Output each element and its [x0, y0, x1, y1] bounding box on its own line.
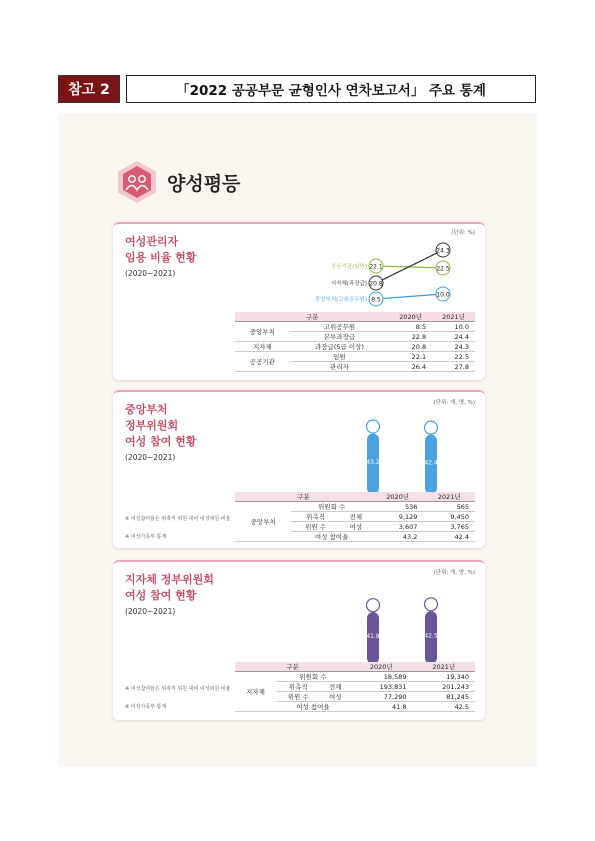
card2-person-icon	[425, 421, 438, 434]
legend-public: 공공기관(임원)	[330, 264, 367, 270]
card3-title-line1: 지자체 정부위원회	[125, 573, 214, 586]
label-local-2021: 24.3	[436, 247, 450, 255]
card2-note2: ※ 여성가족부 통계	[125, 534, 167, 540]
card2-th-category: 구분	[235, 492, 372, 502]
card2-title-line2: 정부위원회	[125, 419, 179, 432]
card2-title-line1: 중앙부처	[125, 403, 168, 416]
table-row: 본부과장급 22.8 24.4	[235, 332, 475, 342]
female-manager-card	[113, 222, 485, 380]
card2-person-icon	[367, 420, 380, 433]
section-title: 양성평등	[167, 172, 241, 195]
card1-title-line2: 임용 비율 현황	[125, 251, 197, 264]
header-title: 「2022 공공부문 균형인사 연차보고서」 주요 통계	[126, 75, 536, 103]
label-central-2020: 8.5	[371, 296, 381, 304]
card3-th-2020: 2020년	[350, 662, 412, 672]
card3-bar-label: 41.8	[366, 633, 380, 641]
central-committee-card	[113, 390, 485, 548]
page-header	[58, 75, 536, 103]
card2-title-line3: 여성 참여 현황	[125, 435, 197, 448]
card2-bar-label: 42.4	[424, 459, 438, 467]
card1-line-chart	[293, 232, 473, 312]
card3-title-line2: 여성 참여 현황	[125, 589, 197, 602]
card3-person-icon	[425, 598, 438, 611]
card1-title-line1: 여성관리자	[125, 235, 179, 248]
table-row: 위원 수 여성 77,290 81,245	[235, 692, 475, 702]
card2-table	[235, 492, 475, 542]
table-row: 위촉직 전체 9,129 9,450	[235, 512, 475, 522]
card2-th-2021: 2021년	[423, 492, 475, 502]
legend-local: 지자체(과장급)	[330, 281, 367, 287]
table-row: 지자체 위원회 수 18,589 19,340	[235, 672, 475, 682]
card3-unit: (단위: 개, 명, %)	[433, 570, 475, 576]
card2-th-2020: 2020년	[372, 492, 424, 502]
label-central-2021: 10.0	[436, 291, 450, 299]
local-committee-card	[113, 560, 485, 720]
card3-period: (2020~2021)	[125, 607, 176, 616]
card1-unit: (단위: %)	[451, 230, 475, 236]
label-public-2020: 22.1	[369, 263, 383, 271]
card2-bar-label: 43.2	[366, 458, 380, 466]
table-row: 중앙부처 위원회 수 536 565	[235, 502, 475, 512]
card3-th-2021: 2021년	[413, 662, 475, 672]
table-row: 위촉직 전체 193,831 201,243	[235, 682, 475, 692]
card1-period: (2020~2021)	[125, 269, 176, 278]
card2-unit: (단위: 개, 명, %)	[433, 400, 475, 406]
table-row: 지자체 과장급(5급 이상) 20.8 24.3	[235, 342, 475, 352]
card3-table	[235, 662, 475, 712]
reference-tag: 참고 2	[58, 75, 120, 103]
card3-note2: ※ 여성가족부 통계	[125, 704, 167, 710]
card3-group: 지자체	[235, 672, 276, 712]
table-row: 관리자 26.4 27.8	[235, 362, 475, 372]
table-row: 여성 참여율 41.8 42.5	[235, 702, 475, 712]
card2-note1: ※ 여성참여율은 위촉직 위원 대비 여성위원 비율	[125, 516, 231, 522]
card3-bar-chart	[353, 582, 453, 664]
card2-group: 중앙부처	[235, 502, 291, 542]
legend-central: 중앙부처(고위공무원)	[314, 297, 367, 303]
section-hero	[115, 160, 240, 204]
label-local-2020: 20.8	[369, 280, 383, 288]
card3-note1: ※ 여성참여율은 위촉직 위원 대비 여성위원 비율	[125, 686, 231, 692]
series-central-line	[376, 294, 443, 299]
card3-bar-label: 42.5	[424, 632, 438, 640]
table-row: 중앙부처 고위공무원 8.5 10.0	[235, 322, 475, 332]
card2-period: (2020~2021)	[125, 453, 176, 462]
table-row: 여성 참여율 43.2 42.4	[235, 532, 475, 542]
card3-th-category: 구분	[235, 662, 350, 672]
table-row: 공공기관 임원 22.1 22.5	[235, 352, 475, 362]
label-public-2021: 22.5	[436, 265, 450, 273]
table-row: 위원 수 여성 3,607 3,765	[235, 522, 475, 532]
card3-person-icon	[367, 599, 380, 612]
card1-th-2021: 2021년	[432, 312, 475, 322]
card1-th-2020: 2020년	[389, 312, 432, 322]
card1-th-category: 구분	[235, 312, 389, 322]
card1-table	[235, 312, 475, 372]
card2-bar-chart	[353, 404, 453, 494]
gender-equality-icon	[115, 160, 159, 204]
